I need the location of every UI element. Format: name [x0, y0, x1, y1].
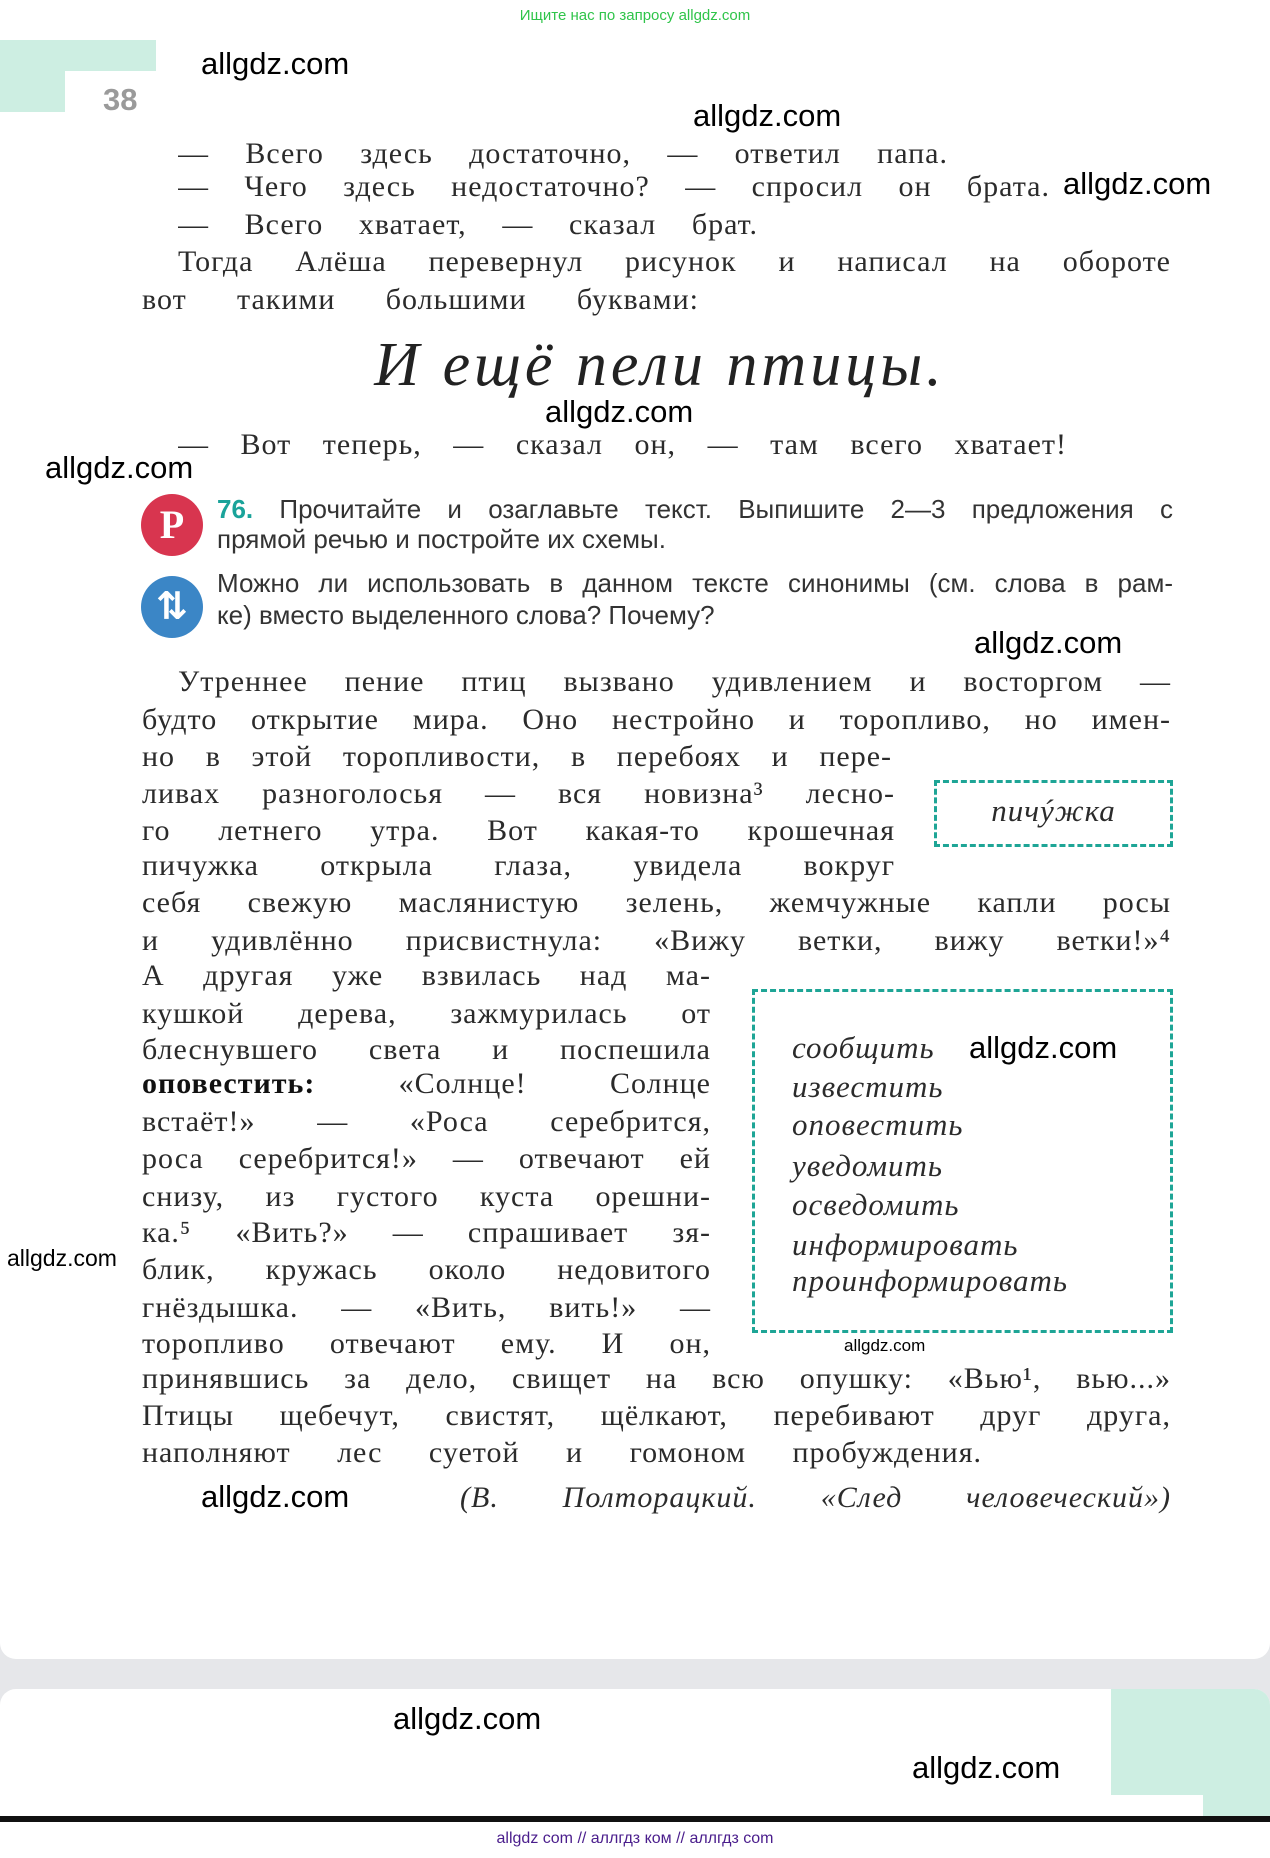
- text-line: гнёздышка. — «Вить, вить!» —: [142, 1291, 711, 1324]
- watermark: allgdz.com: [912, 1750, 1061, 1785]
- page-corner-decoration: [0, 71, 65, 112]
- text-line: Птицы щебечут, свистят, щёлкают, перебивают друг друга,: [142, 1399, 1171, 1432]
- dialog-line: — Чего здесь недостаточно? — спросил он брата.: [178, 170, 1050, 203]
- text-line: кушкой дерева, зажмурилась от: [142, 997, 711, 1030]
- stress-word-box: [934, 780, 1173, 847]
- text-line: снизу, из густого куста орешни-: [142, 1180, 711, 1213]
- synonym-item: проинформировать: [792, 1263, 1068, 1298]
- text-line: [142, 1065, 711, 1102]
- handwritten-sentence: И ещё пели птицы.: [374, 331, 946, 399]
- swap-arrows-icon: ⇅: [141, 576, 203, 638]
- task-text: Прочитайте и озаглавьте текст. Выпишите 2—3 предложения с: [279, 494, 1173, 524]
- watermark: allgdz.com: [545, 394, 694, 429]
- text-line: ка.⁵ «Вить?» — спрашивает зя-: [142, 1216, 711, 1249]
- speech-development-badge-icon: Р: [141, 494, 203, 556]
- synonym-item: известить: [792, 1069, 944, 1104]
- watermark: allgdz.com: [201, 46, 350, 81]
- exercise-question: Можно ли использовать в данном тексте синонимы (см. слова в рам-: [217, 568, 1173, 598]
- banner-text: Ищите нас по запросу allgdz.com: [519, 7, 751, 24]
- synonym-item: уведомить: [792, 1148, 943, 1183]
- watermark: allgdz.com: [7, 1245, 117, 1271]
- watermark: allgdz.com: [844, 1336, 926, 1355]
- synonym-item: осведомить: [792, 1187, 960, 1222]
- text-line: блеснувшего света и поспешила: [142, 1033, 711, 1066]
- page-number: 38: [103, 82, 138, 117]
- text-line: ливах разноголосья — вся новизна³ лесно-: [142, 777, 895, 810]
- watermark: allgdz.com: [969, 1030, 1118, 1065]
- text-line: Утреннее пение птиц вызвано удивлением и восторгом —: [178, 665, 1171, 698]
- watermark: allgdz.com: [393, 1701, 542, 1736]
- watermark: allgdz.com: [45, 450, 194, 485]
- footer: [0, 1822, 1270, 1858]
- dialog-line: — Вот теперь, — сказал он, — там всего хватает!: [178, 428, 1067, 461]
- dialog-line: — Всего здесь достаточно, — ответил папа.: [178, 137, 948, 170]
- synonym-item: информировать: [792, 1227, 1019, 1262]
- page-corner-decoration: [0, 40, 156, 71]
- text-line: роса серебрится!» — отвечают ей: [142, 1142, 711, 1175]
- dialog-line: — Всего хватает, — сказал брат.: [178, 208, 758, 241]
- synonym-item: сообщить: [792, 1030, 935, 1065]
- next-page-preview: [0, 1689, 1270, 1819]
- text-line: будто открытие мира. Оно нестройно и торопливо, но имен-: [142, 703, 1171, 736]
- text-line: себя свежую маслянистую зелень, жемчужные капли росы: [142, 886, 1171, 919]
- text-line: наполняют лес суетой и гомоном пробуждения.: [142, 1436, 982, 1469]
- watermark: allgdz.com: [1063, 166, 1212, 201]
- text-line: принявшись за дело, свищет на всю опушку: «Вью¹, вью...»: [142, 1362, 1171, 1395]
- exercise-number: 76.: [217, 494, 254, 524]
- synonym-item: оповестить: [792, 1107, 964, 1142]
- exercise-question-line: ке) вместо выделенного слова? Почему?: [217, 600, 715, 630]
- stressed-word: пичýжка: [991, 793, 1116, 828]
- exercise-task-line: прямой речью и постройте их схемы.: [217, 524, 666, 554]
- text-line: пичужка открыла глаза, увидела вокруг: [142, 849, 895, 882]
- text-line: А другая уже взвилась над ма-: [142, 959, 711, 992]
- text-line: и удивлённо присвистнула: «Вижу ветки, вижу ветки!»⁴: [142, 924, 1171, 957]
- text-line: но в этой торопливости, в перебоях и пере-: [142, 740, 892, 773]
- exercise-task: [217, 494, 1173, 526]
- watermark: allgdz.com: [201, 1479, 350, 1514]
- text-line: торопливо отвечают ему. И он,: [142, 1327, 711, 1360]
- text-segment: «Солнце! Солнце: [398, 1067, 711, 1100]
- footer-text: allgdz com // аллгдз ком // аллгдз com: [496, 1830, 774, 1847]
- text-line: встаёт!» — «Роса серебрится,: [142, 1105, 711, 1138]
- paragraph-line: вот такими большими буквами:: [142, 283, 699, 316]
- watermark: allgdz.com: [693, 98, 842, 133]
- citation: (В. Полторацкий. «След человеческий»): [460, 1481, 1171, 1514]
- text-line: блик, кружась около недовитого: [142, 1253, 711, 1286]
- top-banner: [0, 0, 1270, 40]
- text-line: го летнего утра. Вот какая-то крошечная: [142, 814, 895, 847]
- paragraph-line: Тогда Алёша перевернул рисунок и написал на обороте: [178, 245, 1171, 278]
- highlighted-word: оповестить:: [142, 1067, 316, 1100]
- watermark: allgdz.com: [974, 625, 1123, 660]
